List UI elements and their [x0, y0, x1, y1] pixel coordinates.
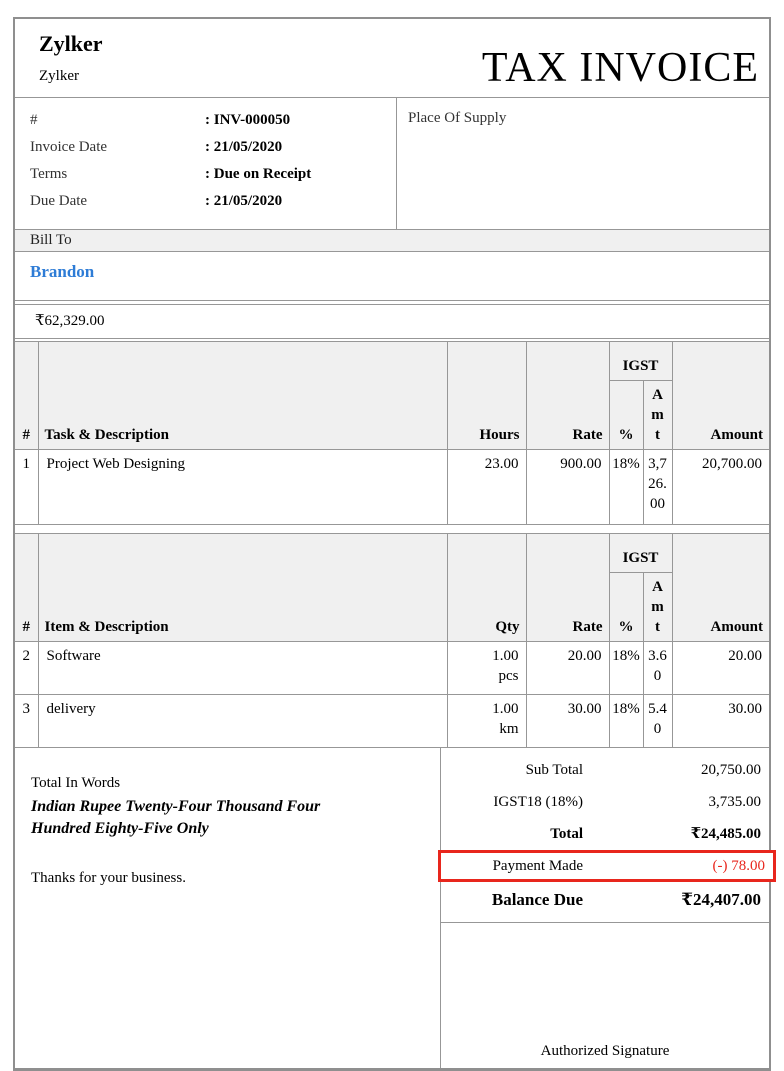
- document-title: TAX INVOICE: [481, 45, 759, 91]
- payment-made-row[interactable]: [441, 853, 773, 879]
- invoice-number-row: [30, 107, 396, 134]
- authorized-signature-label: Authorized Signature: [540, 1043, 670, 1059]
- balance-due-label: Balance Due: [491, 890, 583, 909]
- col-header-num: #: [15, 342, 38, 450]
- terms-row: [30, 161, 396, 188]
- table-row: [15, 450, 769, 525]
- row-description: Software: [38, 642, 447, 695]
- place-of-supply-label: Place Of Supply: [408, 110, 507, 126]
- payment-made-label: Payment Made: [492, 858, 583, 874]
- row-hours: [447, 450, 526, 525]
- col-header-amount: Amount: [672, 534, 769, 642]
- igst-row: [441, 786, 769, 818]
- invoice-header: [15, 19, 769, 98]
- terms-label: Terms: [30, 166, 68, 182]
- invoice-info-section: [15, 98, 769, 229]
- total-label: Total: [550, 826, 583, 842]
- invoice-meta: [15, 98, 397, 229]
- row-qty-value: 1.00: [492, 648, 519, 664]
- task-table-wrap: [15, 341, 769, 525]
- row-igst-pct: 18%: [609, 695, 643, 748]
- col-header-item-description: Item & Description: [38, 534, 447, 642]
- igst-value: 3,735.00: [708, 794, 761, 810]
- row-qty-unit: km: [499, 721, 519, 737]
- terms-value: : Due on Receipt: [205, 166, 312, 182]
- col-header-rate: Rate: [526, 342, 609, 450]
- col-header-hours: Hours: [447, 342, 526, 450]
- row-amount: 20.00: [672, 642, 769, 695]
- row-rate: 30.00: [526, 695, 609, 748]
- total-in-words-label: Total In Words: [31, 775, 121, 791]
- row-igst-pct: 18%: [609, 450, 643, 525]
- company-subtitle: Zylker: [39, 68, 79, 84]
- row-hours-value: 23.00: [484, 456, 519, 472]
- row-igst-amt: 3.60: [643, 642, 672, 695]
- bill-to-label: Bill To: [15, 229, 769, 252]
- invoice-date-row: [30, 134, 396, 161]
- place-of-supply: [397, 98, 769, 229]
- payment-made-highlight-box[interactable]: [438, 850, 776, 882]
- table-row: [15, 642, 769, 695]
- total-value: ₹24,485.00: [690, 826, 761, 842]
- row-qty: [447, 642, 526, 695]
- col-header-igst-pct: %: [609, 573, 643, 642]
- customer-cell: [15, 252, 769, 301]
- table-row: [15, 695, 769, 748]
- row-qty: [447, 695, 526, 748]
- row-igst-pct: 18%: [609, 642, 643, 695]
- row-qty-value: 1.00: [492, 701, 519, 717]
- total-in-words-block: [15, 748, 440, 1068]
- company-name: Zylker: [39, 31, 103, 56]
- balance-due-row: [441, 882, 769, 918]
- row-amount: 30.00: [672, 695, 769, 748]
- authorized-signature-box: [441, 922, 769, 1068]
- row-igst-amt: 5.40: [643, 695, 672, 748]
- totals-panel: [440, 748, 769, 1068]
- row-description: Project Web Designing: [38, 450, 447, 525]
- due-date-value: : 21/05/2020: [205, 193, 283, 209]
- due-date-label: Due Date: [30, 193, 88, 209]
- col-header-igst-amt: Amt: [643, 381, 672, 450]
- row-num: 1: [15, 450, 38, 525]
- customer-name-link[interactable]: Brandon: [30, 262, 95, 281]
- total-row: [441, 818, 769, 850]
- due-date-row: [30, 188, 396, 215]
- payment-made-value: (-) 78.00: [712, 858, 765, 874]
- col-header-igst-group: IGST: [609, 534, 672, 573]
- invoice-date-value: : 21/05/2020: [205, 139, 283, 155]
- divider-gap: [15, 525, 769, 533]
- invoice-footer-section: [15, 748, 769, 1068]
- col-header-task-description: Task & Description: [38, 342, 447, 450]
- row-rate: 900.00: [526, 450, 609, 525]
- balance-due-value: ₹24,407.00: [681, 890, 761, 909]
- col-header-igst-pct: %: [609, 381, 643, 450]
- col-header-num: #: [15, 534, 38, 642]
- invoice-number-value: : INV-000050: [205, 112, 291, 128]
- sub-total-row: [441, 754, 769, 786]
- task-table: [15, 342, 769, 524]
- row-qty-unit: pcs: [498, 668, 519, 684]
- row-amount: 20,700.00: [672, 450, 769, 525]
- thanks-note: Thanks for your business.: [31, 870, 186, 886]
- sub-total-label: Sub Total: [525, 762, 583, 778]
- item-table: [15, 534, 769, 747]
- igst-label: IGST18 (18%): [493, 794, 583, 810]
- invoice-date-label: Invoice Date: [30, 139, 108, 155]
- customer-outstanding-amount: ₹62,329.00: [15, 304, 769, 339]
- col-header-igst-amt: Amt: [643, 573, 672, 642]
- row-rate: 20.00: [526, 642, 609, 695]
- row-num: 2: [15, 642, 38, 695]
- total-in-words-value: Indian Rupee Twenty-Four Thousand Four Hundred Eighty-Five Only: [31, 798, 321, 837]
- sub-total-value: 20,750.00: [701, 762, 761, 778]
- col-header-igst-group: IGST: [609, 342, 672, 381]
- row-num: 3: [15, 695, 38, 748]
- row-igst-amt: 3,726.00: [643, 450, 672, 525]
- col-header-amount: Amount: [672, 342, 769, 450]
- row-description: delivery: [38, 695, 447, 748]
- item-table-wrap: [15, 533, 769, 748]
- invoice-document: [13, 17, 771, 1071]
- col-header-rate: Rate: [526, 534, 609, 642]
- invoice-number-label: #: [30, 112, 38, 128]
- col-header-qty: Qty: [447, 534, 526, 642]
